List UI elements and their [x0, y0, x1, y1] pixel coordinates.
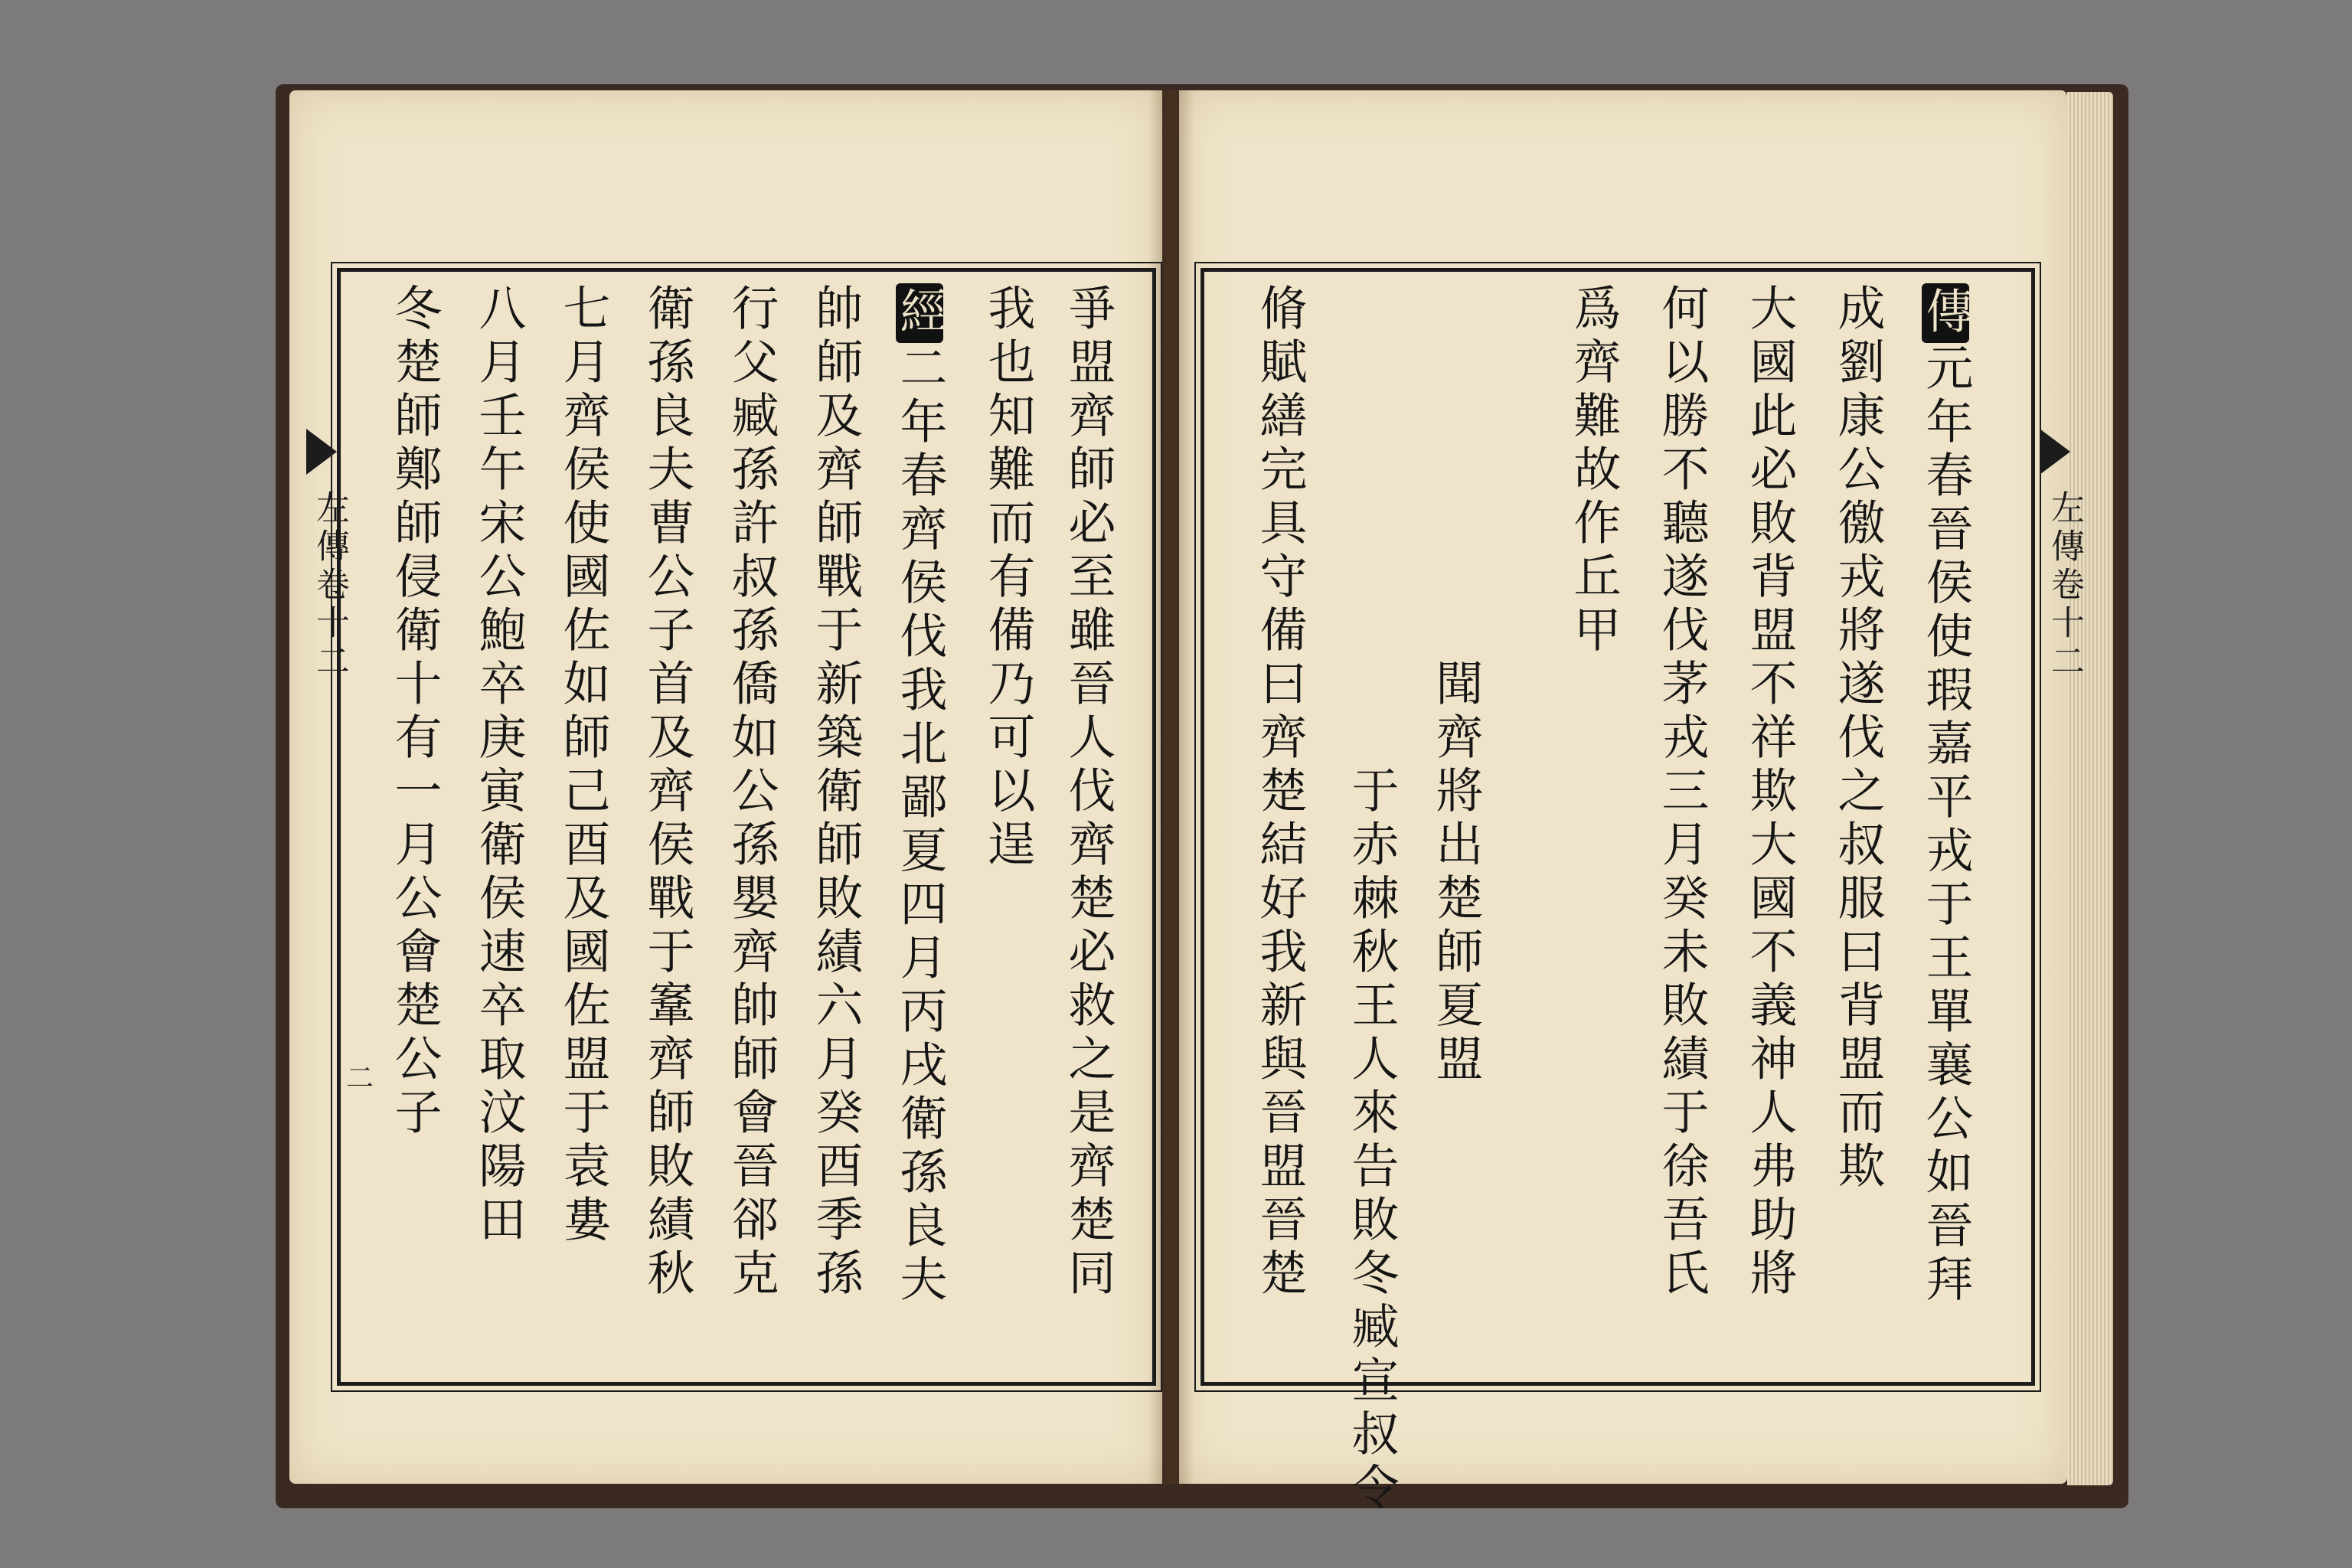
left-col-4: 帥師及齊師戰于新築衛師敗績六月癸酉季孫: [808, 283, 864, 1302]
left-col-3-text: 二年春齊侯伐我北鄙夏四月丙戌衛孫良夫: [892, 343, 948, 1308]
right-edge-title: 左傳卷十二: [2045, 490, 2084, 681]
right-col-1: [1918, 283, 1974, 1308]
left-col-2: 我也知難而有備乃可以逞: [980, 283, 1036, 873]
right-col-3: 大國此必敗背盟不祥欺大國不義神人弗助將: [1742, 283, 1798, 1302]
jing-badge: 經: [896, 283, 943, 343]
left-col-9: 冬楚師鄭師侵衛十有一月公會楚公子: [387, 283, 443, 1141]
right-col-1-text: 元年春晉侯使瑕嘉平戎于王單襄公如晉拜: [1918, 343, 1974, 1308]
right-col-2: 成劉康公徼戎將遂伐之叔服曰背盟而欺: [1830, 283, 1886, 1194]
left-col-5: 行父臧孫許叔孫僑如公孫嬰齊帥師會晉郤克: [724, 283, 779, 1302]
left-page-number: 二: [346, 1063, 374, 1094]
right-col-4: 何以勝不聽遂伐茅戎三月癸未敗績于徐吾氏: [1654, 283, 1710, 1302]
right-col-7: 于赤棘秋王人來告敗冬臧宣叔令: [1344, 766, 1400, 1516]
right-col-8: 脩賦繕完具守備曰齊楚結好我新與晉盟晉楚: [1252, 283, 1308, 1302]
right-col-5: 爲齊難故作丘甲: [1566, 283, 1622, 658]
left-col-7: 七月齊侯使國佐如師己酉及國佐盟于袁婁: [555, 283, 611, 1248]
left-col-1: 爭盟齊師必至雖晉人伐齊楚必救之是齊楚同: [1060, 283, 1116, 1302]
left-edge-title: 左傳卷十二: [310, 490, 349, 681]
right-col-6: 聞齊將出楚師夏盟: [1428, 658, 1484, 1087]
left-col-6: 衛孫良夫曹公子首及齊侯戰于鞌齊師敗績秋: [639, 283, 695, 1302]
left-col-3: [892, 283, 948, 1308]
page-edges: [2067, 92, 2113, 1485]
left-col-8: 八月壬午宋公鮑卒庚寅衛侯速卒取汶陽田: [471, 283, 527, 1248]
zhuan-badge: 傳: [1922, 283, 1969, 343]
